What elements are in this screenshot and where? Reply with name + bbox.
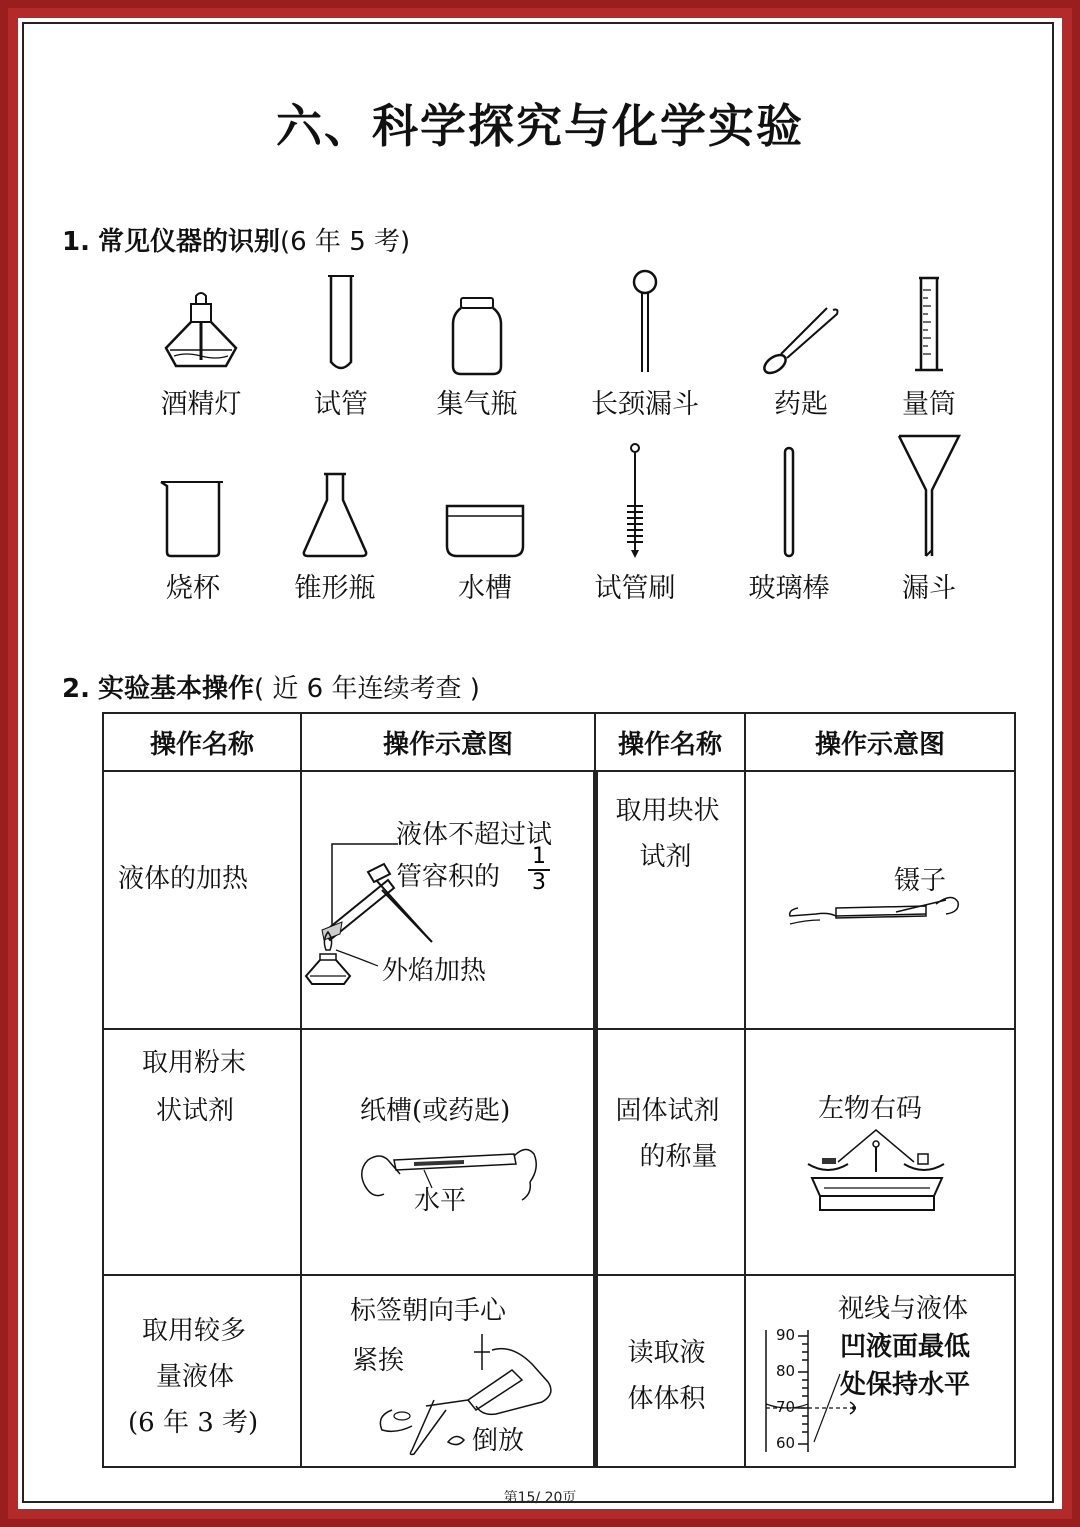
op-name-line2: 量液体 [156, 1362, 235, 1392]
op-name: 液体的加热 [118, 864, 249, 894]
page-number: 第15/ 20页 [503, 1490, 577, 1506]
graduated-cylinder-icon [909, 276, 949, 376]
conical-flask-icon [300, 470, 370, 560]
fraction-one-third [528, 846, 550, 894]
diagram-cell [745, 1029, 1015, 1275]
op-name-cell [103, 1275, 301, 1467]
note-label-to-palm: 标签朝向手心 [350, 1296, 507, 1326]
header-op-name-left: 操作名称 [103, 713, 301, 771]
gas-jar-icon [447, 296, 507, 376]
note-sight-line: 视线与液体 [838, 1294, 969, 1324]
instrument-label: 试管刷 [594, 573, 676, 604]
funnel-icon [897, 432, 961, 560]
op-name-line2: 试剂 [639, 842, 692, 872]
instrument-label: 长颈漏斗 [591, 389, 699, 420]
section-2-title: 实验基本操作 [97, 674, 254, 704]
section-2-number: 2. [62, 674, 90, 704]
instrument-gas-jar [412, 296, 542, 421]
section-1-note: (6 年 5 考) [279, 227, 411, 257]
page-title: 六、科学探究与化学实验 [276, 99, 804, 153]
table-row [103, 1029, 1015, 1275]
diagram-cell [301, 771, 595, 1029]
note-left-object-right-weight: 左物右码 [818, 1094, 923, 1124]
op-name-cell [595, 1029, 745, 1275]
instrument-label: 玻璃棒 [748, 573, 830, 604]
beaker-icon [157, 476, 229, 560]
op-name-line1: 读取液 [627, 1338, 706, 1368]
instrument-test-tube-brush [570, 442, 700, 605]
header-diagram-left: 操作示意图 [301, 713, 595, 771]
op-name-line1: 取用粉末 [142, 1048, 247, 1078]
section-1-title: 常见仪器的识别 [97, 227, 280, 257]
scale-label-70: 70 [776, 1398, 796, 1416]
instrument-long-neck-funnel [580, 268, 710, 421]
water-trough-icon [443, 502, 527, 560]
instrument-test-tube [276, 274, 406, 421]
op-name-cell [103, 1029, 301, 1275]
note-keep-level: 处保持水平 [840, 1370, 971, 1400]
instrument-spoon [736, 304, 866, 421]
instrument-funnel [864, 432, 994, 605]
instrument-label: 漏斗 [902, 573, 956, 604]
diagram-cell [745, 771, 1015, 1029]
instrument-label: 锥形瓶 [294, 573, 376, 604]
header-diagram-right: 操作示意图 [745, 713, 1015, 771]
op-name-cell [595, 1275, 745, 1467]
section-1-heading [62, 221, 410, 258]
scale-label-80: 80 [776, 1362, 796, 1380]
table-row [103, 1275, 1015, 1467]
op-name-line2: 状试剂 [156, 1096, 235, 1126]
document-page [18, 18, 1062, 1509]
instrument-water-trough [420, 502, 550, 605]
scale-label-60: 60 [776, 1434, 796, 1452]
glass-rod-icon [769, 444, 809, 560]
section-1-number: 1. [62, 227, 90, 257]
heating-liquid-diagram [302, 772, 592, 1028]
op-name-line2: 体体积 [627, 1384, 706, 1414]
section-2-note: ( 近 6 年连续考查 ) [253, 674, 480, 704]
balance-scale-diagram [804, 1122, 950, 1222]
op-name-cell [595, 771, 745, 1029]
instrument-label: 酒精灯 [160, 389, 242, 420]
op-name-line1: 固体试剂 [615, 1096, 720, 1126]
note-tweezers: 镊子 [894, 866, 947, 896]
instrument-label: 烧杯 [166, 573, 220, 604]
operations-table [102, 712, 1016, 1468]
diagram-cell [301, 1029, 595, 1275]
fraction-denominator: 3 [532, 870, 546, 895]
op-name-note: (6 年 3 考) [128, 1408, 259, 1438]
alcohol-lamp-icon [156, 290, 246, 376]
note-horizontal: 水平 [414, 1186, 467, 1216]
instrument-alcohol-lamp [136, 290, 266, 421]
diagram-cell [745, 1275, 1015, 1467]
instrument-glass-rod [724, 444, 854, 605]
table-header-row [103, 713, 1015, 771]
op-name-line2: 的称量 [639, 1142, 718, 1172]
note-tube-capacity: 管容积的 [396, 862, 501, 892]
op-name-line1: 取用块状 [615, 796, 720, 826]
op-name-line1: 取用较多 [142, 1316, 247, 1346]
instrument-label: 药匙 [774, 389, 828, 420]
note-meniscus-lowest: 凹液面最低 [840, 1332, 971, 1362]
test-tube-brush-icon [615, 442, 655, 560]
fraction-numerator: 1 [532, 844, 546, 869]
scale-label-90: 90 [776, 1326, 796, 1344]
note-paper-trough: 纸槽(或药匙) [360, 1096, 511, 1126]
instrument-label: 集气瓶 [436, 389, 518, 420]
section-2-heading [62, 668, 480, 705]
instrument-label: 量筒 [902, 389, 956, 420]
solid-block-diagram [786, 890, 966, 940]
diagram-cell [301, 1275, 595, 1467]
long-neck-funnel-icon [625, 268, 665, 376]
instrument-conical-flask [270, 470, 400, 605]
instrument-label: 水槽 [458, 573, 512, 604]
header-op-name-right: 操作名称 [595, 713, 745, 771]
note-liquid-volume: 液体不超过试 [396, 820, 553, 850]
note-close-contact: 紧挨 [352, 1346, 405, 1376]
spoon-icon [761, 304, 841, 376]
note-outer-flame: 外焰加热 [382, 956, 487, 986]
instrument-graduated-cylinder [864, 276, 994, 421]
instrument-beaker [128, 476, 258, 605]
note-upside-down: 倒放 [472, 1426, 525, 1456]
test-tube-icon [321, 274, 361, 376]
instrument-label: 试管 [314, 389, 368, 420]
op-name-cell [103, 771, 301, 1029]
table-row [103, 771, 1015, 1029]
